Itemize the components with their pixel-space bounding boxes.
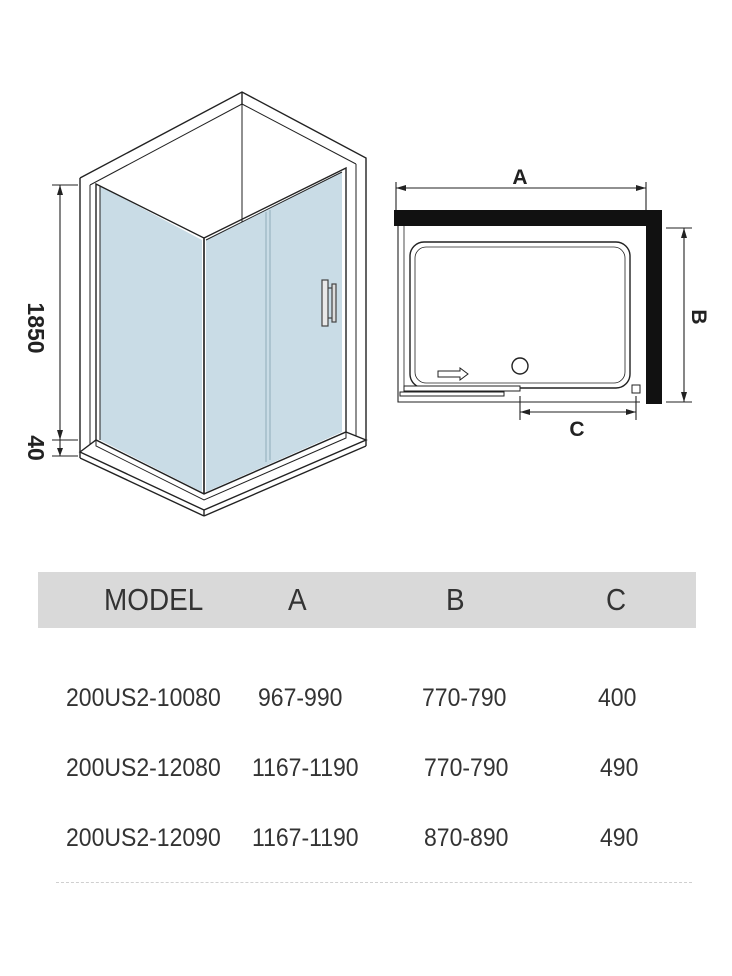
side-glass-panel [100, 186, 202, 492]
b-cell: 770-790 [424, 754, 509, 782]
b-cell: 770-790 [422, 684, 507, 712]
dimension-c-line [520, 396, 636, 420]
side-wall [646, 210, 662, 404]
enclosure-3d-view [80, 92, 366, 516]
base-height-label: 40 [23, 435, 49, 461]
c-cell: 400 [598, 684, 637, 712]
bottom-divider [56, 882, 692, 883]
table-row [0, 678, 732, 718]
back-wall [394, 210, 662, 226]
door-rail [404, 386, 520, 391]
column-header-b: B [446, 582, 465, 617]
height-label: 1850 [23, 302, 49, 354]
dimension-b-label: B [687, 309, 710, 325]
slide-arrow-icon [438, 368, 468, 380]
a-cell: 1167-1190 [252, 754, 359, 782]
model-cell: 200US2-12080 [66, 754, 221, 782]
b-cell: 870-890 [424, 824, 509, 852]
table-row [0, 818, 732, 858]
c-cell: 490 [600, 754, 639, 782]
model-cell: 200US2-10080 [66, 684, 221, 712]
drain-icon [512, 358, 528, 374]
a-cell: 967-990 [258, 684, 343, 712]
column-header-c: C [606, 582, 627, 617]
height-dimension [52, 185, 78, 456]
plan-view [394, 166, 710, 441]
a-cell: 1167-1190 [252, 824, 359, 852]
model-cell: 200US2-12090 [66, 824, 221, 852]
dimension-c-label: C [569, 418, 585, 441]
column-header-a: A [288, 582, 307, 617]
dimension-a-label: A [512, 166, 528, 189]
c-cell: 490 [600, 824, 639, 852]
column-header-model: MODEL [104, 582, 204, 617]
table-header [38, 572, 696, 628]
table-row [0, 748, 732, 788]
